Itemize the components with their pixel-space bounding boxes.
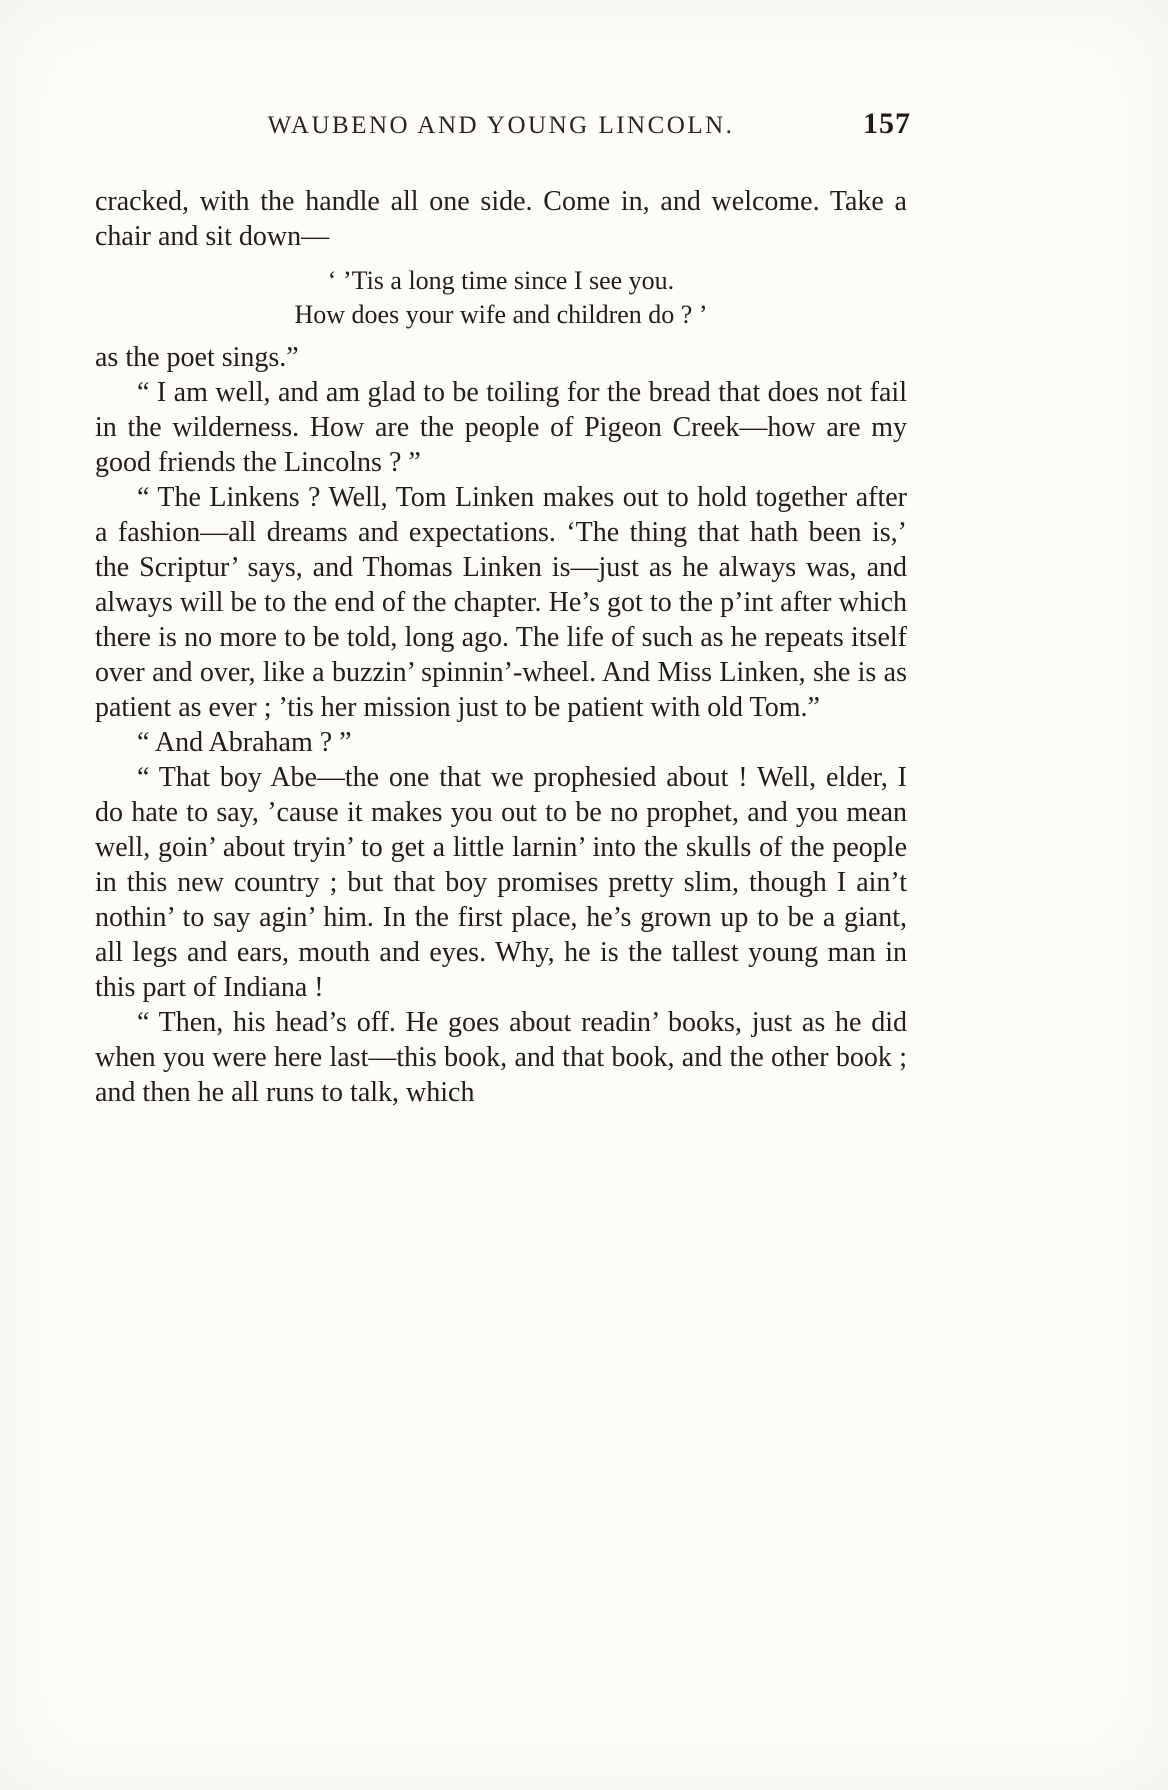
paragraph-i-am-well: “ I am well, and am glad to be toiling for the bread that does not fail in the wilderness. How are the people of Pigeon Creek—how are my good friends the Lincolns ? ” bbox=[95, 377, 907, 478]
page-header bbox=[95, 107, 911, 140]
verse-quote bbox=[95, 264, 907, 332]
verse-line-2: How does your wife and children do ? ’ bbox=[294, 300, 708, 329]
paragraph-opening: cracked, with the handle all one side. Come in, and welcome. Take a chair and sit down— bbox=[95, 186, 907, 252]
paragraph-then-his-heads-off: “ Then, his head’s off. He goes about readin’ books, just as he did when you were here last—this book, and that book, and the other book ; and then he all runs to talk, which bbox=[95, 1007, 907, 1108]
paragraph-and-abraham: “ And Abraham ? ” bbox=[137, 727, 352, 758]
paragraph-the-linkens: “ The Linkens ? Well, Tom Linken makes out to hold together after a fashion—all dreams and expectations. ‘The thing that hath been is,’ the Scriptur’ says, and Thomas Linken is—just as he always was, and always will be to the end of the chapter. He’s got to the p’int after which there is no more to be told, long ago. The life of such as he repeats itself over and over, like a buzzin’ spinnin’-wheel. And Miss Linken, she is as patient as ever ; ’tis her mission just to be patient with old Tom.” bbox=[95, 482, 907, 723]
paragraph-that-boy-abe: “ That boy Abe—the one that we prophesied about ! Well, elder, I do hate to say, ’cause it makes you out to be no prophet, and you mean well, goin’ about tryin’ to get a little larnin’ into the skulls of the people in this new country ; but that boy promises pretty slim, though I ain’t nothin’ to say agin’ him. In the first place, he’s grown up to be a giant, all legs and ears, mouth and eyes. Why, he is the tallest young man in this part of Indiana ! bbox=[95, 762, 907, 1003]
running-title: WAUBENO AND YOUNG LINCOLN. bbox=[267, 112, 735, 139]
page-number: 157 bbox=[863, 107, 911, 140]
verse-line-1: ‘ ’Tis a long time since I see you. bbox=[327, 266, 675, 295]
paragraph-poet-sings: as the poet sings.” bbox=[95, 342, 299, 373]
text-column bbox=[95, 107, 911, 1110]
